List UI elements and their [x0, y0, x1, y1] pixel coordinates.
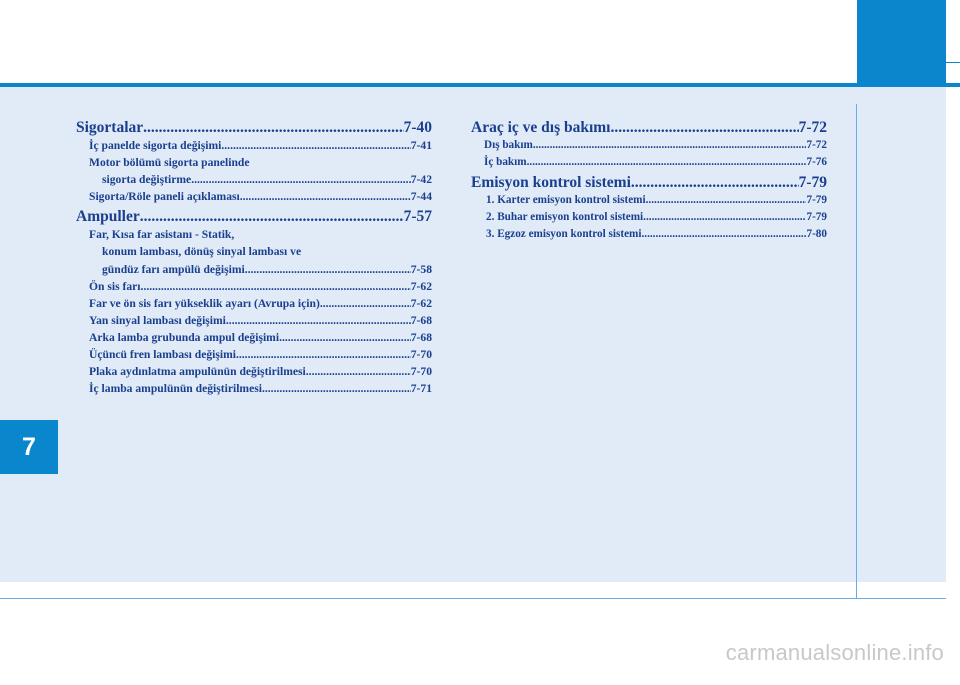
toc-entry-leader	[306, 363, 411, 380]
toc-entry-page: 7-80	[806, 228, 827, 240]
toc-entry[interactable]	[76, 295, 432, 312]
toc-section-label: Sigortalar	[76, 119, 144, 136]
toc-entry[interactable]	[471, 137, 827, 154]
toc-section-label: Ampuller	[76, 208, 140, 226]
footer-watermark: carmanualsonline.info	[725, 640, 944, 665]
toc-section-label: Araç iç ve dış bakımı	[471, 119, 611, 136]
toc-entry-leader	[240, 188, 411, 205]
toc-entry-leader	[643, 209, 806, 226]
toc-entry[interactable]	[471, 209, 827, 226]
toc-section-leader	[611, 118, 799, 137]
toc-entry-leader	[646, 192, 807, 209]
toc-section-leader	[631, 173, 799, 192]
toc-entry-page: 7-58	[410, 262, 432, 276]
toc-section-leader	[143, 118, 403, 137]
toc-entry[interactable]	[471, 154, 827, 171]
toc-entry-label: İç panelde sigorta değişimi	[89, 139, 222, 152]
toc-entry-leader	[226, 312, 411, 329]
toc-entry-page: 7-42	[410, 173, 432, 187]
toc-section[interactable]	[76, 118, 432, 137]
toc-entry-label: Arka lamba grubunda ampul değişimi	[89, 330, 280, 344]
chapter-number-tab[interactable]: 7	[0, 420, 58, 474]
toc-entry-leader	[533, 137, 807, 154]
toc-entry-page: 7-79	[806, 211, 827, 223]
toc-entry[interactable]	[471, 192, 827, 209]
toc-entry[interactable]	[76, 363, 432, 380]
toc-entry-label: gündüz farı ampülü değişimi	[102, 262, 245, 276]
toc-entry[interactable]	[76, 346, 432, 363]
toc-entry-label: İç bakım	[484, 156, 527, 168]
toc-entry-page: 7-76	[806, 156, 827, 168]
toc-entry-page: 7-70	[410, 348, 432, 362]
toc-entry[interactable]	[76, 312, 432, 329]
toc-entry[interactable]	[76, 329, 432, 346]
toc-entry-label: sigorta değiştirme	[102, 173, 192, 187]
toc-section-page: 7-72	[798, 119, 827, 136]
toc-entry-line: Far, Kısa far asistanı - Statik,	[89, 228, 235, 242]
toc-entry-label: Ön sis farı	[89, 279, 141, 293]
toc-left-column	[76, 116, 432, 397]
toc-entry-label: 2. Buhar emisyon kontrol sistemi	[486, 211, 644, 223]
toc-entry-leader	[191, 171, 411, 188]
toc-entry-label: 3. Egzoz emisyon kontrol sistemi	[486, 228, 642, 240]
toc-section[interactable]	[471, 118, 827, 137]
toc-entry[interactable]	[76, 278, 432, 295]
toc-entry-label: Üçüncü fren lambası değişimi	[89, 348, 236, 362]
toc-entry-label: Far ve ön sis farı yükseklik ayarı (Avrupa için)	[89, 296, 320, 310]
toc-entry-page: 7-70	[410, 365, 432, 379]
toc-section-page: 7-79	[798, 174, 827, 191]
toc-entry-label: Yan sinyal lambası değişimi	[89, 313, 226, 327]
toc-entry-leader	[245, 261, 411, 278]
toc-entry-page: 7-44	[410, 190, 432, 204]
toc-entry-leader	[641, 226, 806, 243]
toc-entry-label: Dış bakım	[484, 139, 533, 151]
toc-entry-label: İç lamba ampulünün değiştirilmesi	[89, 382, 262, 396]
toc-entry-page: 7-79	[806, 194, 827, 206]
toc-entry-page: 7-68	[410, 330, 432, 344]
toc-entry-label: Sigorta/Röle paneli açıklaması	[89, 190, 240, 204]
toc-entry[interactable]	[76, 261, 432, 278]
toc-section[interactable]	[76, 207, 432, 226]
toc-entry-leader	[141, 278, 411, 295]
toc-entry-label: 1. Karter emisyon kontrol sistemi	[486, 194, 646, 206]
toc-section-page: 7-57	[403, 208, 432, 226]
toc-entry-leader	[279, 329, 411, 346]
toc-entry-leader	[527, 154, 807, 171]
toc-section-leader	[140, 207, 404, 226]
toc-entry-leader	[320, 295, 411, 312]
toc-entry[interactable]	[471, 226, 827, 243]
toc-entry-page: 7-72	[806, 139, 827, 151]
toc-entry-line: Motor bölümü sigorta panelinde	[89, 156, 250, 170]
toc-entry-leader	[262, 380, 411, 397]
toc-right-column	[471, 116, 827, 243]
toc-entry-leader	[221, 137, 410, 154]
toc-section[interactable]	[471, 173, 827, 192]
toc-entry-page: 7-68	[410, 313, 432, 327]
toc-entry-label: Plaka aydınlatma ampulünün değiştirilmesi	[89, 365, 306, 379]
toc-entry-page: 7-41	[410, 139, 432, 152]
toc-section-label: Emisyon kontrol sistemi	[471, 174, 631, 191]
bottom-rule	[0, 598, 946, 599]
toc-entry-leader	[236, 346, 411, 363]
panel-divider	[856, 104, 857, 599]
toc-entry[interactable]	[76, 188, 432, 205]
toc-entry[interactable]	[76, 380, 432, 397]
toc-entry-line: konum lambası, dönüş sinyal lambası ve	[102, 245, 302, 259]
toc-section-page: 7-40	[403, 119, 432, 136]
toc-entry-page: 7-62	[410, 296, 432, 310]
toc-entry-page: 7-71	[410, 382, 432, 396]
toc-entry[interactable]	[76, 171, 432, 188]
toc-entry-page: 7-62	[410, 279, 432, 293]
toc-entry[interactable]	[76, 137, 432, 154]
top-rule-right	[946, 62, 960, 63]
